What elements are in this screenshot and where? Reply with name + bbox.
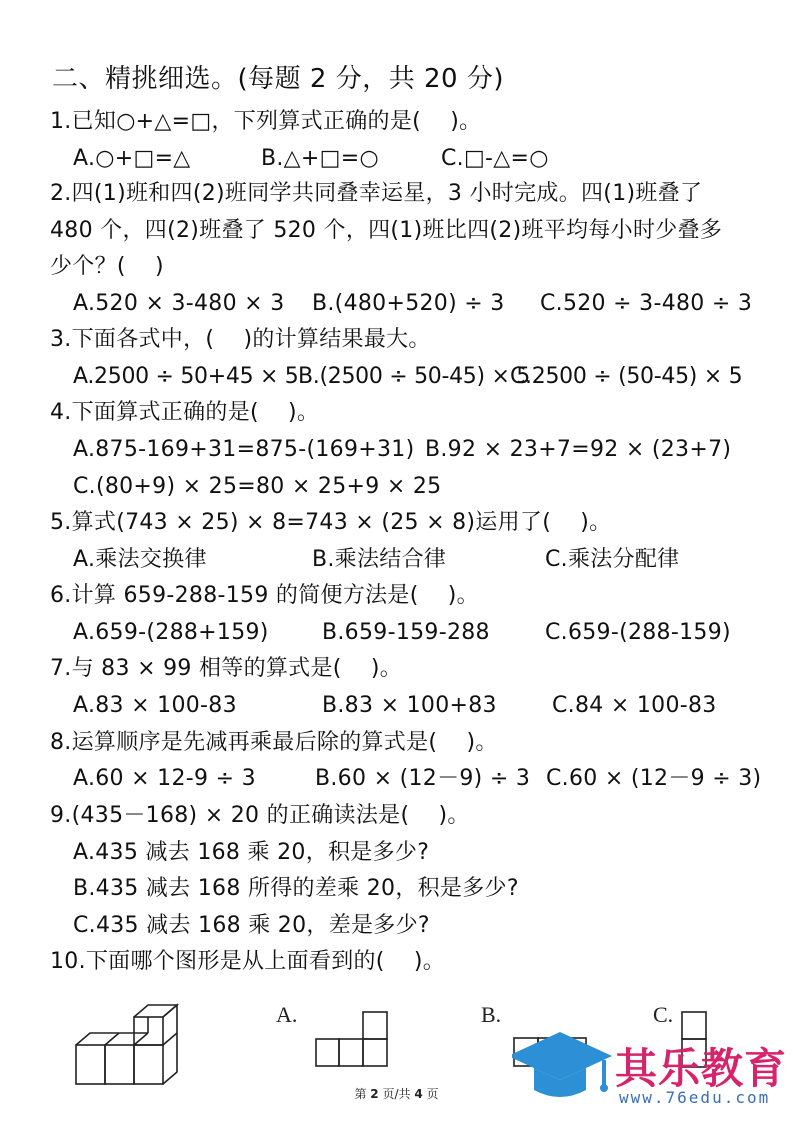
question-4-option-c: C.(80+9) × 25=80 × 25+9 × 25 xyxy=(73,474,442,499)
question-9-option-c: C.435 减去 168 乘 20，差是多少? xyxy=(73,913,430,938)
question-1-option-b: B.△+□=○ xyxy=(261,146,379,171)
question-8-option-a: A.60 × 12-9 ÷ 3 xyxy=(73,766,256,791)
total-page-number: 4 xyxy=(414,1087,423,1101)
page-footer: 第 2 页/共 4 页 xyxy=(354,1087,439,1101)
question-2-stem-line-2: 480 个，四(2)班叠了 520 个，四(1)班比四(2)班平均每小时少叠多 xyxy=(50,218,723,243)
question-9-stem: 9.(435－168) × 20 的正确读法是( )。 xyxy=(50,803,470,828)
question-6-option-a: A.659-(288+159) xyxy=(73,620,269,645)
question-5-option-c: C.乘法分配律 xyxy=(545,547,680,572)
question-2-option-c: C.520 ÷ 3-480 ÷ 3 xyxy=(540,291,753,316)
question-7-option-c: C.84 × 100-83 xyxy=(552,693,717,718)
question-1-option-c: C.□-△=○ xyxy=(441,146,549,171)
question-8-stem: 8.运算顺序是先减再乘最后除的算式是( )。 xyxy=(50,730,498,755)
question-9-option-b: B.435 减去 168 所得的差乘 20，积是多少? xyxy=(73,876,519,901)
watermark-brand: 其乐教育 xyxy=(615,1044,788,1093)
question-4-option-a: A.875-169+31=875-(169+31) xyxy=(73,437,415,462)
current-page-number: 2 xyxy=(370,1087,379,1101)
question-7-option-a: A.83 × 100-83 xyxy=(73,693,237,718)
question-10-option-c-label: C. xyxy=(653,1002,674,1027)
watermark-url: www.76edu.com xyxy=(619,1088,771,1107)
question-8-option-c: C.60 × (12－9 ÷ 3) xyxy=(546,766,762,791)
question-3-option-b: B.(2500 ÷ 50-45) × 5 xyxy=(298,364,531,389)
question-2-option-a: A.520 × 3-480 × 3 xyxy=(73,291,285,316)
section-title: 二、精挑细选。(每题 2 分，共 20 分) xyxy=(52,64,504,94)
question-10-option-b-label: B. xyxy=(481,1002,502,1027)
question-6-stem: 6.计算 659-288-159 的简便方法是( )。 xyxy=(50,583,479,608)
question-7-option-b: B.83 × 100+83 xyxy=(322,693,497,718)
question-2-stem-line-3: 少个？( ) xyxy=(50,254,164,279)
question-2-option-b: B.(480+520) ÷ 3 xyxy=(312,291,505,316)
question-4-stem: 4.下面算式正确的是( )。 xyxy=(50,400,320,425)
question-5-option-a: A.乘法交换律 xyxy=(73,547,207,572)
question-4-option-b: B.92 × 23+7=92 × (23+7) xyxy=(425,437,732,462)
question-5-stem: 5.算式(743 × 25) × 8=743 × (25 × 8)运用了( )。 xyxy=(50,510,612,535)
question-2-stem-line-1: 2.四(1)班和四(2)班同学共同叠幸运星，3 小时完成。四(1)班叠了 xyxy=(50,181,703,206)
question-1-option-a: A.○+□=△ xyxy=(73,146,191,171)
question-9-option-a: A.435 减去 168 乘 20，积是多少? xyxy=(73,840,430,865)
question-3-option-a: A.2500 ÷ 50+45 × 5 xyxy=(73,364,299,389)
question-6-option-b: B.659-159-288 xyxy=(322,620,490,645)
question-10-option-a-label: A. xyxy=(276,1002,298,1027)
option-a-top-view xyxy=(315,1010,390,1070)
question-7-stem: 7.与 83 × 99 相等的算式是( )。 xyxy=(50,656,403,681)
question-1-stem: 1.已知○+△=□，下列算式正确的是( )。 xyxy=(50,109,482,134)
question-3-option-c: C.2500 ÷ (50-45) × 5 xyxy=(510,364,743,389)
question-10-stem: 10.下面哪个图形是从上面看到的( )。 xyxy=(50,949,446,974)
question-8-option-b: B.60 × (12－9) ÷ 3 xyxy=(315,766,531,791)
question-5-option-b: B.乘法结合律 xyxy=(312,547,447,572)
question-3-stem: 3.下面各式中，( )的计算结果最大。 xyxy=(50,327,431,352)
cube-stack-figure xyxy=(70,990,185,1090)
question-6-option-c: C.659-(288-159) xyxy=(545,620,731,645)
